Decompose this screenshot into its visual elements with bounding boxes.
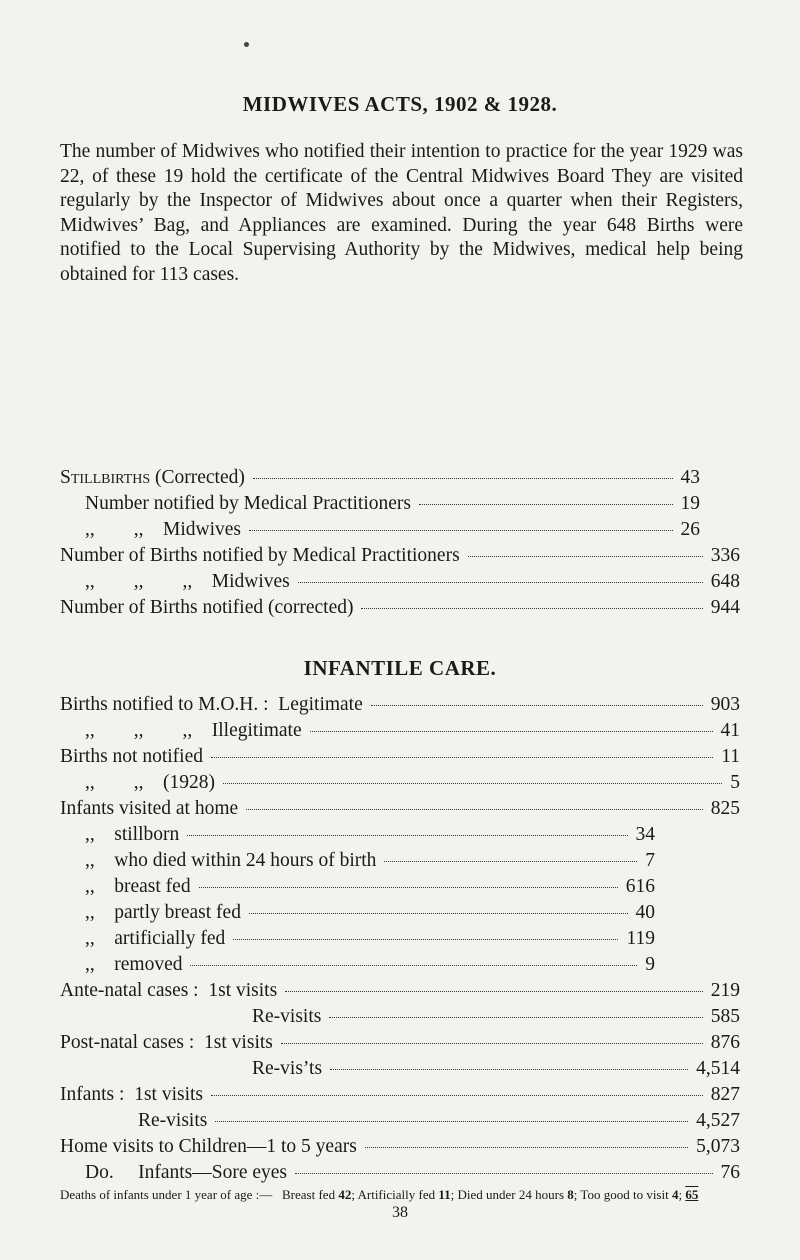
row-postnatal-revisits bbox=[252, 1058, 740, 1084]
row-label: Do. Infants—Sore eyes bbox=[85, 1162, 287, 1183]
row-label: ,, removed bbox=[85, 954, 183, 975]
row-label: ,, stillborn bbox=[85, 824, 180, 845]
page-number: 38 bbox=[392, 1204, 408, 1221]
page-title: MIDWIVES ACTS, 1902 & 1928. bbox=[242, 92, 558, 116]
row-label: ,, breast fed bbox=[85, 876, 191, 897]
row-label: Re-visits bbox=[252, 1006, 322, 1027]
deaths-row-label: Died under 24 hours bbox=[457, 1187, 565, 1202]
leader-dots bbox=[233, 939, 618, 940]
row-value: 219 bbox=[710, 980, 740, 1001]
leader-dots bbox=[281, 1043, 703, 1044]
leader-dots bbox=[249, 530, 673, 531]
deaths-row-value: 42 bbox=[338, 1187, 352, 1202]
leader-dots bbox=[371, 705, 703, 706]
row-label: Ante-natal cases : 1st visits bbox=[60, 980, 278, 1001]
row-postnatal-first bbox=[60, 1032, 740, 1058]
row-label: ,, ,, ,, Illegitimate bbox=[85, 720, 302, 741]
leader-dots bbox=[211, 1095, 703, 1096]
row-breast-fed bbox=[85, 876, 655, 902]
stillbirths-label-sc: Stillbirths bbox=[60, 467, 151, 488]
leader-dots bbox=[246, 809, 703, 810]
deaths-row-value: 11 bbox=[438, 1187, 451, 1202]
row-births-corrected bbox=[60, 597, 740, 623]
row-label: ,, partly breast fed bbox=[85, 902, 241, 923]
row-value: 34 bbox=[635, 824, 655, 845]
row-value: 5,073 bbox=[696, 1136, 740, 1157]
row-value: 4,514 bbox=[696, 1058, 740, 1079]
leader-dots bbox=[384, 861, 637, 862]
row-label: ,, ,, Midwives bbox=[85, 519, 241, 540]
section-heading-infantile-care: INFANTILE CARE. bbox=[303, 656, 497, 680]
stillbirths-label-rest: (Corrected) bbox=[150, 467, 245, 488]
leader-dots bbox=[329, 1017, 702, 1018]
deaths-total: 65 bbox=[685, 1187, 699, 1202]
row-artificially-fed bbox=[85, 928, 655, 954]
deaths-row-value: 4 bbox=[671, 1187, 679, 1202]
row-label: ,, ,, (1928) bbox=[85, 772, 215, 793]
leader-dots bbox=[190, 965, 637, 966]
leader-dots bbox=[330, 1069, 688, 1070]
row-value: 40 bbox=[635, 902, 655, 923]
stillbirths-value: 43 bbox=[680, 467, 700, 488]
row-infants-revisits bbox=[138, 1110, 740, 1136]
row-value: 5 bbox=[730, 772, 740, 793]
row-legitimate bbox=[60, 694, 740, 720]
row-births-midwives bbox=[85, 571, 740, 597]
row-label: ,, who died within 24 hours of birth bbox=[85, 850, 377, 871]
leader-dots bbox=[187, 835, 627, 836]
row-value: 876 bbox=[710, 1032, 740, 1053]
deaths-row-label: Too good to visit bbox=[580, 1187, 669, 1202]
row-label: Post-natal cases : 1st visits bbox=[60, 1032, 273, 1053]
row-label: Number notified by Medical Practitioners bbox=[85, 493, 411, 514]
row-value: 11 bbox=[721, 746, 740, 767]
row-sore-eyes bbox=[85, 1162, 740, 1188]
row-value: 41 bbox=[720, 720, 740, 741]
row-infants-first bbox=[60, 1084, 740, 1110]
leader-dots bbox=[249, 913, 628, 914]
row-value: 903 bbox=[710, 694, 740, 715]
row-value: 827 bbox=[710, 1084, 740, 1105]
row-died-24h bbox=[85, 850, 655, 876]
leader-dots bbox=[211, 757, 713, 758]
row-value: 585 bbox=[710, 1006, 740, 1027]
row-label: Re-visits bbox=[138, 1110, 208, 1131]
leader-dots bbox=[223, 783, 722, 784]
row-value: 944 bbox=[710, 597, 740, 618]
leader-dots bbox=[285, 991, 703, 992]
row-value: 616 bbox=[625, 876, 655, 897]
row-infants-visited bbox=[60, 798, 740, 824]
row-notified-medical bbox=[85, 493, 700, 519]
leader-dots bbox=[468, 556, 703, 557]
row-value: 119 bbox=[626, 928, 655, 949]
row-value: 336 bbox=[710, 545, 740, 566]
row-value: 76 bbox=[720, 1162, 740, 1183]
row-births-not-notified bbox=[60, 746, 740, 772]
row-label: Re-vis’ts bbox=[252, 1058, 323, 1079]
row-value: 7 bbox=[645, 850, 655, 871]
ink-speck bbox=[244, 42, 249, 47]
leader-dots bbox=[365, 1147, 688, 1148]
row-not-notified-1928 bbox=[85, 772, 740, 798]
leader-dots bbox=[199, 887, 618, 888]
row-value: 825 bbox=[710, 798, 740, 819]
deaths-row-label: Artificially fed bbox=[357, 1187, 436, 1202]
leader-dots bbox=[310, 731, 713, 732]
row-value: 9 bbox=[645, 954, 655, 975]
leader-dots bbox=[215, 1121, 688, 1122]
row-home-visits-children bbox=[60, 1136, 740, 1162]
row-births-medical bbox=[60, 545, 740, 571]
row-label: Infants : 1st visits bbox=[60, 1084, 204, 1105]
row-illegitimate bbox=[85, 720, 740, 746]
row-stillborn bbox=[85, 824, 655, 850]
row-removed bbox=[85, 954, 655, 980]
deaths-row-value: 8 bbox=[567, 1187, 574, 1202]
row-label: Births notified to M.O.H. : Legitimate bbox=[60, 694, 363, 715]
row-label: ,, artificially fed bbox=[85, 928, 226, 949]
row-value: 648 bbox=[710, 571, 740, 592]
row-stillbirths bbox=[60, 467, 700, 493]
deaths-block: Deaths of infants under 1 year of age :— Breast fed 42; Artificially fed 11; Died under 24 hours 8; Too good to visit 4; 65 38 bbox=[60, 1188, 740, 1258]
intro-paragraph: The number of Midwives who notified their intention to practice for the year 1929 was 22, of these 19 hold the certificate of the Central Midwives Board They are visited regularly by the Inspector of Midwives about once a quarter when their Registers, Midwives’ Bag, and Appliances are examined. During the year 648 Births were notified to the Local Supervising Authority by the Midwives, medical help being obtained for 113 cases. bbox=[60, 141, 743, 285]
row-label: Births not notified bbox=[60, 746, 203, 767]
row-label: Home visits to Children—1 to 5 years bbox=[60, 1136, 357, 1157]
leader-dots bbox=[295, 1173, 713, 1174]
leader-dots bbox=[298, 582, 703, 583]
deaths-row-label: Breast fed bbox=[282, 1187, 336, 1202]
row-partly-breast-fed bbox=[85, 902, 655, 928]
row-label: ,, ,, ,, Midwives bbox=[85, 571, 290, 592]
deaths-heading: Deaths of infants under 1 year of age :— bbox=[60, 1187, 273, 1202]
row-label: Number of Births notified (corrected) bbox=[60, 597, 354, 618]
row-value: 4,527 bbox=[696, 1110, 740, 1131]
row-antenatal-first bbox=[60, 980, 740, 1006]
row-value: 19 bbox=[680, 493, 700, 514]
leader-dots bbox=[253, 478, 673, 479]
row-antenatal-revisits bbox=[252, 1006, 740, 1032]
row-value: 26 bbox=[680, 519, 700, 540]
row-notified-midwives bbox=[85, 519, 700, 545]
row-label: Number of Births notified by Medical Practitioners bbox=[60, 545, 460, 566]
leader-dots bbox=[361, 608, 702, 609]
row-label: Infants visited at home bbox=[60, 798, 239, 819]
leader-dots bbox=[419, 504, 673, 505]
